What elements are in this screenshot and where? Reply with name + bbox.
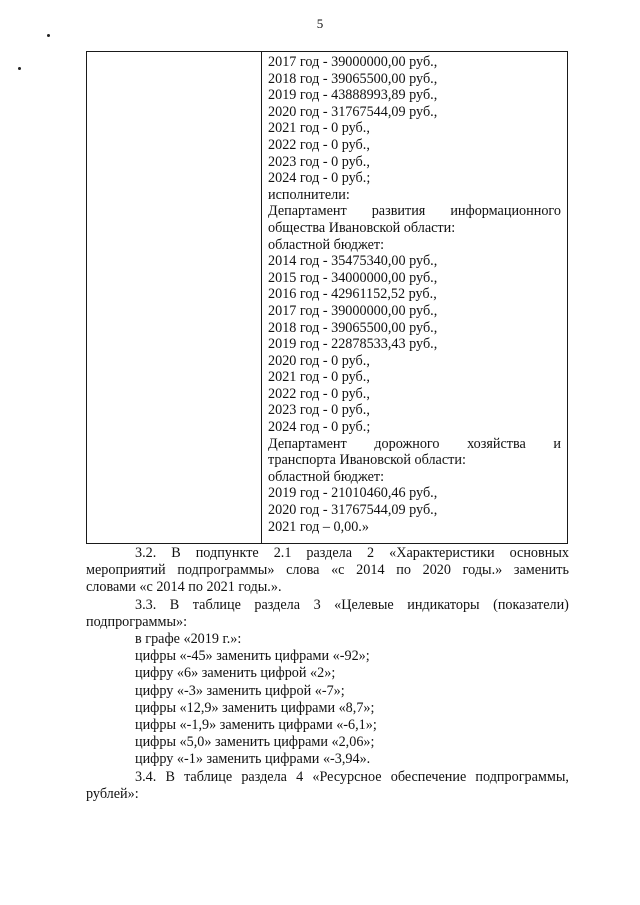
table-line: 2019 год - 22878533,43 руб.,	[268, 336, 438, 353]
paragraph-3-2-line-2: мероприятий подпрограммы» слова «с 2014 по 2020 годы.» заменить	[86, 562, 569, 579]
scan-speck	[18, 67, 21, 70]
budget-label: областной бюджет:	[268, 468, 385, 485]
replacement-item: цифру «6» заменить цифрой «2»;	[135, 665, 336, 682]
document-body	[86, 545, 569, 803]
paragraph-3-4-line-1: 3.4. В таблице раздела 4 «Ресурсное обеспечение подпрограммы,	[135, 768, 569, 785]
table-line: 2016 год - 42961152,52 руб.,	[268, 286, 437, 303]
page-number: 5	[316, 16, 324, 31]
paragraph-3-3-line-1: 3.3. В таблице раздела 3 «Целевые индикаторы (показатели)	[135, 596, 569, 613]
table-line: 2014 год - 35475340,00 руб.,	[268, 253, 438, 270]
replacement-item: цифры «-45» заменить цифрами «-92»;	[135, 648, 370, 665]
replacement-item: цифру «-3» заменить цифрой «-7»;	[135, 682, 345, 699]
replacement-item: цифры «-1,9» заменить цифрами «-6,1»;	[135, 717, 377, 734]
budget-label: областной бюджет:	[268, 236, 385, 253]
table-line: 2019 год - 43888993,89 руб.,	[268, 87, 438, 104]
table-line: 2021 год - 0 руб.,	[268, 369, 370, 386]
table-line: 2024 год - 0 руб.;	[268, 170, 371, 187]
resources-table	[86, 51, 568, 544]
table-line: 2019 год - 21010460,46 руб.,	[268, 485, 438, 502]
table-line: 2015 год - 34000000,00 руб.,	[268, 269, 438, 286]
executors-label: исполнители:	[268, 186, 350, 203]
table-line: 2023 год - 0 руб.,	[268, 153, 370, 170]
paragraph-3-2-line-1: 3.2. В подпункте 2.1 раздела 2 «Характеристики основных	[135, 545, 569, 561]
paragraph-3-4-line-2: рублей»:	[86, 785, 139, 802]
table-line: 2020 год - 0 руб.,	[268, 352, 370, 369]
table-line: 2018 год - 39065500,00 руб.,	[268, 319, 438, 336]
table-line: 2020 год - 31767544,09 руб.,	[268, 502, 438, 519]
paragraph-3-2-line-3: словами «с 2014 по 2021 годы.».	[86, 579, 282, 596]
table-line: 2022 год - 0 руб.,	[268, 385, 370, 402]
department-1-title: Департамент развития информационного	[268, 203, 561, 220]
table-right-cell	[268, 54, 561, 535]
table-line: 2018 год - 39065500,00 руб.,	[268, 70, 438, 87]
replacement-item: цифры «12,9» заменить цифрами «8,7»;	[135, 699, 375, 716]
table-line: 2023 год - 0 руб.,	[268, 402, 370, 419]
table-line: 2017 год - 39000000,00 руб.,	[268, 54, 438, 70]
table-line: 2022 год - 0 руб.,	[268, 136, 370, 153]
table-line: 2017 год - 39000000,00 руб.,	[268, 302, 438, 319]
table-line: 2021 год - 0 руб.,	[268, 120, 370, 137]
table-line: 2020 год - 31767544,09 руб.,	[268, 103, 438, 120]
department-2-title-cont: транспорта Ивановской области:	[268, 452, 466, 469]
table-line: 2024 год - 0 руб.;	[268, 419, 371, 436]
table-line: 2021 год – 0,00.»	[268, 518, 369, 535]
paragraph-3-3-line-2: подпрограммы»:	[86, 613, 188, 630]
department-2-title: Департамент дорожного хозяйства и	[268, 435, 561, 452]
department-1-title-cont: общества Ивановской области:	[268, 219, 456, 236]
column-reference: в графе «2019 г.»:	[135, 631, 242, 648]
table-column-divider	[261, 52, 262, 543]
scan-speck	[47, 34, 50, 37]
replacement-item: цифры «5,0» заменить цифрами «2,06»;	[135, 734, 375, 751]
replacement-item: цифру «-1» заменить цифрами «-3,94».	[135, 751, 371, 768]
